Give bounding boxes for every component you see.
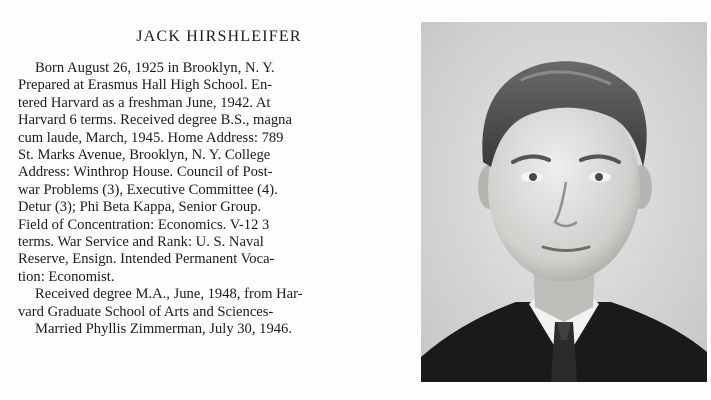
bio-line: Reserve, Ensign. Intended Permanent Voca- (18, 251, 275, 268)
biography-paragraph (18, 60, 390, 286)
bio-line: Received degree M.A., June, 1948, from Har- (35, 286, 303, 303)
bio-line: St. Marks Avenue, Brooklyn, N. Y. College (18, 147, 271, 164)
portrait-photo (421, 22, 707, 382)
bio-line: war Problems (3), Executive Committee (4). (18, 181, 278, 198)
bio-line: Married Phyllis Zimmerman, July 30, 1946. (35, 321, 292, 338)
bio-line: Detur (3); Phi Beta Kappa, Senior Group. (18, 199, 262, 216)
bio-line: cum laude, March, 1945. Home Address: 789 (18, 129, 284, 146)
bio-line: vard Graduate School of Arts and Sciences- (18, 303, 274, 320)
bio-line: Field of Concentration: Economics. V-12 3 (18, 216, 270, 233)
bio-line: terms. War Service and Rank: U. S. Naval (18, 234, 264, 251)
biography-block (18, 28, 390, 339)
later-career-paragraph (18, 286, 390, 338)
bio-line: tion: Economist. (18, 268, 115, 285)
person-name: JACK HIRSHLEIFER (136, 28, 302, 45)
bio-line: Address: Winthrop House. Council of Post- (18, 164, 273, 181)
bio-line: Born August 26, 1925 in Brooklyn, N. Y. (35, 60, 275, 76)
bio-line: tered Harvard as a freshman June, 1942. At (18, 94, 271, 111)
bio-line: Harvard 6 terms. Received degree B.S., magna (18, 112, 292, 129)
portrait-illustration (421, 22, 707, 382)
bio-line: Prepared at Erasmus Hall High School. En- (18, 77, 273, 94)
